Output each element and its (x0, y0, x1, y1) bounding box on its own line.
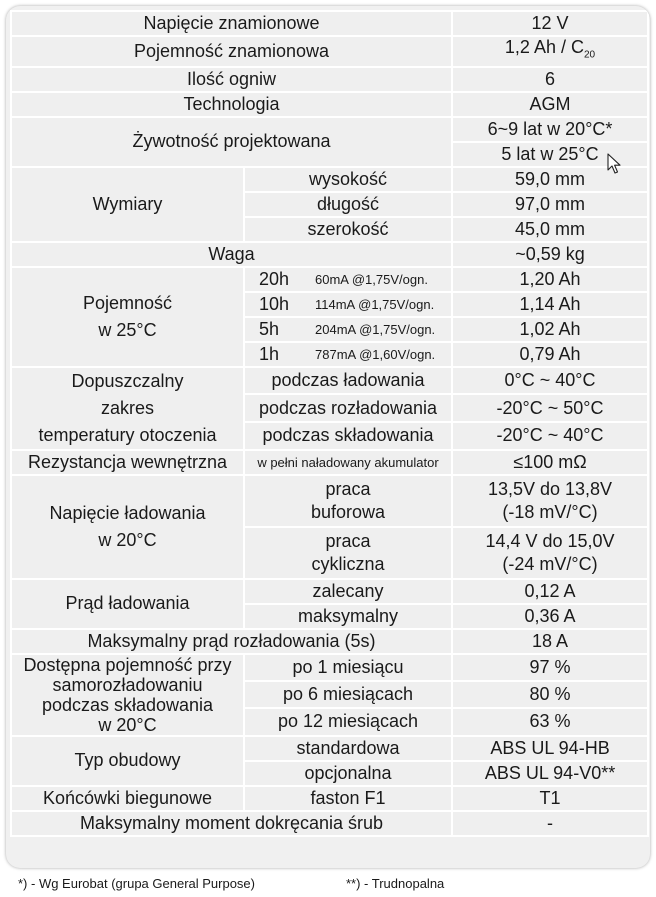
group-label: Wymiary (11, 167, 244, 242)
value-line: (-18 mV/°C) (502, 501, 598, 522)
row-value: T1 (452, 786, 648, 811)
row-value: 5 lat w 25°C (452, 142, 648, 167)
mouse-cursor-icon (607, 153, 621, 175)
group-label-line: w 20°C (98, 529, 157, 550)
group-label (11, 475, 244, 579)
table-row (11, 654, 648, 681)
group-label-line: Dostępna pojemność przy (23, 654, 232, 675)
row-label: Końcówki biegunowe (11, 786, 244, 811)
sub-label: zalecany (244, 579, 452, 604)
group-label-line: temperatury otoczenia (38, 424, 217, 445)
value-line: (-24 mV/°C) (502, 553, 598, 574)
row-value: 97,0 mm (452, 192, 648, 217)
sub-label (244, 317, 452, 342)
spec-table (10, 10, 649, 837)
sub-label-line: buforowa (310, 501, 386, 522)
table-row (11, 242, 648, 267)
sub-label: faston F1 (244, 786, 452, 811)
group-label: Typ obudowy (11, 736, 244, 786)
current-detail: 204mA @1,75V/ogn. (315, 321, 436, 337)
value-line: 13,5V do 13,8V (487, 478, 613, 499)
sub-label: po 1 miesiącu (244, 654, 452, 681)
current-detail: 787mA @1,60V/ogn. (315, 346, 436, 362)
group-label-line: w 20°C (98, 714, 157, 735)
row-value: ABS UL 94-HB (452, 736, 648, 761)
row-value: 63 % (452, 708, 648, 735)
sub-label: szerokość (244, 217, 452, 242)
row-value: -20°C ~ 50°C (452, 394, 648, 422)
sub-label: podczas składowania (244, 422, 452, 450)
current-detail: 60mA @1,75V/ogn. (315, 271, 428, 287)
row-value: 0,12 A (452, 579, 648, 604)
row-value: 0°C ~ 40°C (452, 367, 648, 395)
table-row (11, 629, 648, 654)
row-value: 1,14 Ah (452, 292, 648, 317)
group-label-line: Pojemność (82, 292, 173, 313)
row-label: Waga (11, 242, 452, 267)
row-value: -20°C ~ 40°C (452, 422, 648, 450)
row-label: Pojemność znamionowa (11, 36, 452, 67)
row-label: Napięcie znamionowe (11, 11, 452, 36)
row-value (452, 527, 648, 579)
table-row (11, 67, 648, 92)
table-row (11, 117, 648, 142)
sub-label: po 6 miesiącach (244, 681, 452, 708)
row-label: Maksymalny moment dokręcania śrub (11, 811, 452, 836)
table-row (11, 267, 648, 292)
sub-label-line: praca (325, 478, 371, 499)
group-label (11, 267, 244, 367)
capacity-value: 1,2 Ah / C (504, 37, 584, 57)
sub-label (244, 342, 452, 367)
row-label: Ilość ogniw (11, 67, 452, 92)
row-value: AGM (452, 92, 648, 117)
row-label: Maksymalny prąd rozładowania (5s) (11, 629, 452, 654)
row-value: ≤100 mΩ (452, 450, 648, 475)
table-row (11, 450, 648, 475)
footnote-1: *) - Wg Eurobat (grupa General Purpose) (18, 876, 255, 891)
sub-label-line: cykliczna (311, 553, 385, 574)
row-value: 0,79 Ah (452, 342, 648, 367)
sub-label: w pełni naładowany akumulator (244, 450, 452, 475)
hours-label: 1h (259, 343, 280, 364)
group-label-line: zakres (100, 397, 154, 418)
spec-card (6, 6, 650, 868)
row-value: - (452, 811, 648, 836)
group-label (11, 367, 244, 450)
sub-label: standardowa (244, 736, 452, 761)
row-value: 97 % (452, 654, 648, 681)
hours-label: 20h (259, 268, 290, 289)
group-label-line: podczas składowania (41, 694, 214, 715)
footnote-2: **) - Trudnopalna (346, 876, 445, 891)
sub-label (244, 527, 452, 579)
hours-label: 5h (259, 318, 280, 339)
sub-label (244, 267, 452, 292)
row-value: ~0,59 kg (452, 242, 648, 267)
group-label-line: Napięcie ładowania (49, 502, 206, 523)
sub-label (244, 475, 452, 527)
table-row (11, 367, 648, 395)
sub-label: podczas ładowania (244, 367, 452, 395)
row-value: 6~9 lat w 20°C* (452, 117, 648, 142)
row-value: 6 (452, 67, 648, 92)
table-row (11, 11, 648, 36)
table-row (11, 736, 648, 761)
row-value: ABS UL 94-V0** (452, 761, 648, 786)
group-label: Prąd ładowania (11, 579, 244, 629)
row-value: 18 A (452, 629, 648, 654)
sub-label: opcjonalna (244, 761, 452, 786)
sub-label: wysokość (244, 167, 452, 192)
sub-label: po 12 miesiącach (244, 708, 452, 735)
row-label: Rezystancja wewnętrzna (11, 450, 244, 475)
row-value: 0,36 A (452, 604, 648, 629)
row-value (452, 475, 648, 527)
sub-label: długość (244, 192, 452, 217)
table-row (11, 475, 648, 527)
table-row (11, 811, 648, 836)
sub-label (244, 292, 452, 317)
current-detail: 114mA @1,75V/ogn. (315, 296, 435, 312)
table-row (11, 92, 648, 117)
row-label: Technologia (11, 92, 452, 117)
table-row (11, 167, 648, 192)
group-label-line: Dopuszczalny (71, 370, 184, 391)
capacity-subscript: 20 (583, 49, 596, 61)
row-value: 12 V (452, 11, 648, 36)
row-value: 1,20 Ah (452, 267, 648, 292)
row-value: 59,0 mm (452, 167, 648, 192)
group-label-line: w 25°C (98, 319, 157, 340)
value-line: 14,4 V do 15,0V (485, 530, 615, 551)
group-label-line: samorozładowaniu (52, 674, 203, 695)
row-value (452, 36, 648, 67)
sub-label: maksymalny (244, 604, 452, 629)
hours-label: 10h (259, 293, 290, 314)
group-label (11, 654, 244, 736)
row-label: Żywotność projektowana (11, 117, 452, 167)
table-row (11, 786, 648, 811)
row-value: 1,02 Ah (452, 317, 648, 342)
row-value: 45,0 mm (452, 217, 648, 242)
row-value: 80 % (452, 681, 648, 708)
table-row (11, 579, 648, 604)
table-row (11, 36, 648, 67)
sub-label-line: praca (325, 530, 371, 551)
sub-label: podczas rozładowania (244, 394, 452, 422)
